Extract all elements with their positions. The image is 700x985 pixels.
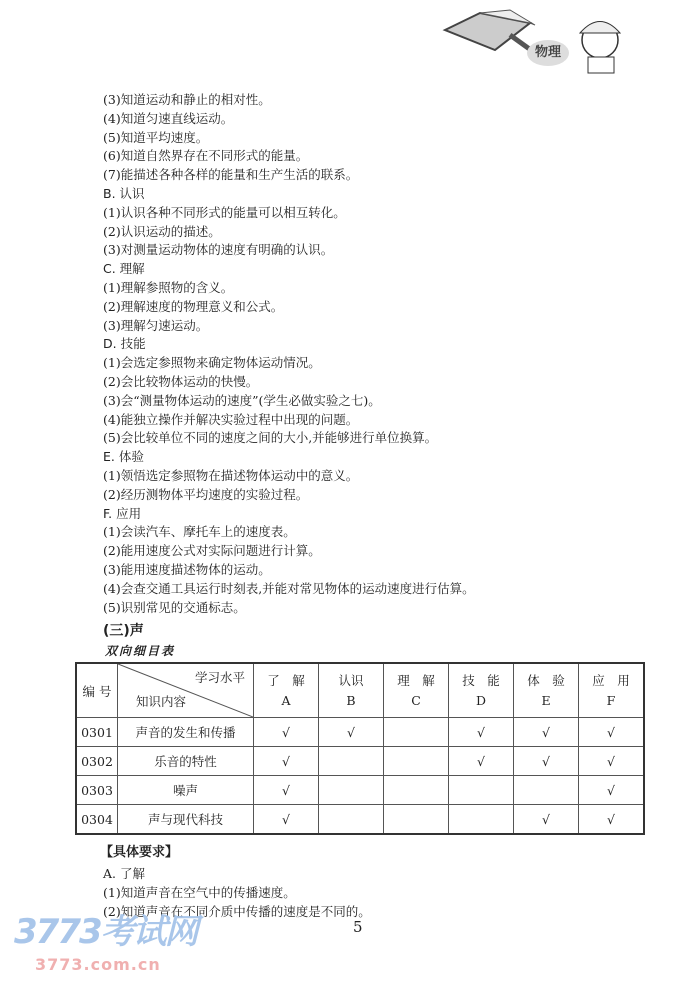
check-cell: √ [254,747,319,776]
diagonal-header [118,663,254,718]
objective-item: (3)知道运动和静止的相对性。 [103,92,271,107]
level-label: 学习水平 [194,670,245,685]
objective-item: (1)领悟选定参照物在描述物体运动中的意义。 [103,468,359,483]
requirements-title: 【具体要求】 [100,845,179,860]
category-heading: B. 认识 [103,186,145,201]
objective-item: (3)能用速度描述物体的运动。 [103,562,271,577]
objective-item: (4)会查交通工具运行时刻表,并能对常见物体的运动速度进行估算。 [103,580,475,596]
objective-item: (2)认识运动的描述。 [103,223,221,239]
objective-item: (4)能独立操作并解决实验过程中出现的问题。 [103,411,359,427]
category-heading: E. 体验 [103,449,144,465]
level-name: 体 验 [527,672,565,688]
id-header: 编 号 [76,663,118,718]
level-code: F [606,692,616,708]
level-name: 理 解 [397,672,435,688]
check-cell: √ [514,718,579,747]
check-cell [319,776,384,805]
check-cell: √ [514,805,579,835]
level-name: 认识 [338,672,364,688]
objective-item: (2)会比较物体运动的快慢。 [103,374,259,389]
level-code: E [541,692,551,708]
objective-item: (6)知道自然界存在不同形式的能量。 [103,148,309,164]
check-cell [449,805,514,835]
check-cell [319,805,384,835]
check-cell: √ [254,718,319,747]
objective-item: (2)理解速度的物理意义和公式。 [103,298,284,314]
objective-item: (5)识别常见的交通标志。 [103,599,246,615]
category-heading: C. 理解 [103,261,145,277]
table-title: 双向细目表 [105,644,176,658]
level-name: 技 能 [462,672,500,688]
requirement-item: (2)知道声音在不同介质中传播的速度是不同的。 [103,904,371,919]
table-row [76,747,644,776]
check-cell: √ [449,747,514,776]
objective-item: (2)能用速度公式对实际问题进行计算。 [103,543,321,559]
page-number: 5 [353,918,363,936]
row-content: 声与现代科技 [118,805,254,835]
level-header [449,663,514,718]
objective-item: (3)会“测量物体运动的速度”(学生必做实验之七)。 [103,392,381,408]
section-heading: (三)声 [103,623,144,639]
row-content: 声音的发生和传播 [118,718,254,747]
row-id: 0301 [76,718,118,747]
level-code: C [411,692,421,708]
objective-item: (3)理解匀速运动。 [103,317,209,333]
check-cell [384,718,449,747]
check-cell [384,747,449,776]
check-cell [384,776,449,805]
objective-item: (3)对测量运动物体的速度有明确的认识。 [103,242,334,258]
watermark-url: 3773.com.cn [35,955,161,974]
level-header [254,663,319,718]
detail-table [75,662,645,835]
objective-item: (2)经历测物体平均速度的实验过程。 [103,486,309,502]
check-cell: √ [254,776,319,805]
check-cell: √ [449,718,514,747]
watermark-logo: 3773考试网 [14,912,197,952]
row-id: 0302 [76,747,118,776]
category-heading: D. 技能 [103,336,146,352]
level-name: 了 解 [267,672,305,688]
row-content: 乐音的特性 [118,747,254,776]
level-header [514,663,579,718]
table-row [76,776,644,805]
content-label: 知识内容 [136,694,187,709]
objective-item: (5)会比较单位不同的速度之间的大小,并能够进行单位换算。 [103,430,438,446]
row-content: 噪声 [118,776,254,805]
row-id: 0304 [76,805,118,835]
objective-item: (1)会选定参照物来确定物体运动情况。 [103,355,321,371]
check-cell [449,776,514,805]
objective-item: (7)能描述各种各样的能量和生产生活的联系。 [103,167,359,183]
level-code: B [346,692,356,708]
objective-item: (1)认识各种不同形式的能量可以相互转化。 [103,204,346,220]
check-cell [319,747,384,776]
table-header-row [76,663,644,718]
level-header [579,663,645,718]
level-code: D [475,692,487,708]
objective-item: (1)理解参照物的含义。 [103,280,234,295]
objective-item: (4)知道匀速直线运动。 [103,110,234,126]
objective-item: (1)会读汽车、摩托车上的速度表。 [103,524,296,540]
check-cell: √ [319,718,384,747]
check-cell: √ [254,805,319,835]
objective-item: (5)知道平均速度。 [103,129,209,145]
subject-badge: 物理 [527,40,569,66]
row-id: 0303 [76,776,118,805]
category-heading: F. 应用 [103,505,142,521]
check-cell: √ [579,718,645,747]
level-code: A [281,692,291,708]
check-cell: √ [579,747,645,776]
requirement-item: (1)知道声音在空气中的传播速度。 [103,885,296,900]
table-row [76,718,644,747]
check-cell: √ [579,776,645,805]
check-cell [384,805,449,835]
check-cell: √ [514,747,579,776]
level-name: 应 用 [592,672,630,688]
check-cell: √ [579,805,645,835]
check-cell [514,776,579,805]
requirements-sub: A. 了解 [103,866,145,881]
table-row [76,805,644,835]
level-header [319,663,384,718]
level-header [384,663,449,718]
